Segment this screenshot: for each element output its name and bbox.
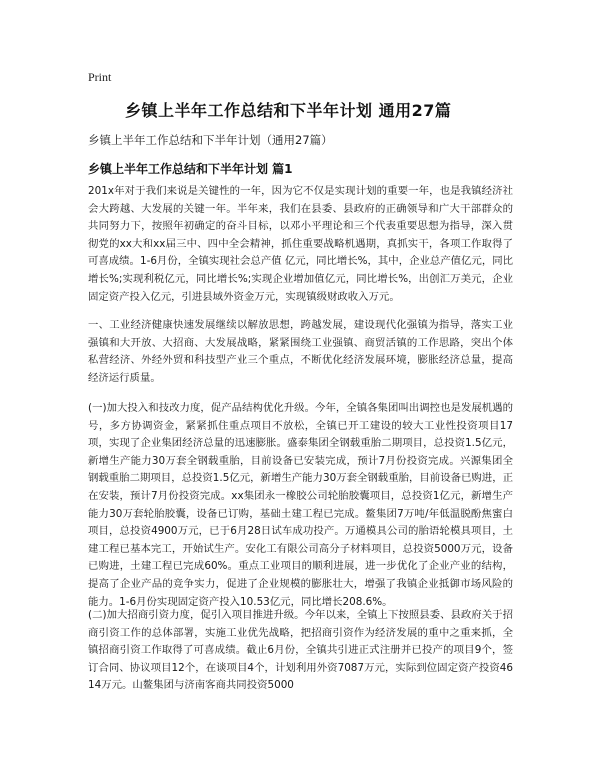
paragraph-intro: 201x年对于我们来说是关键性的一年，因为它不仅是实现计划的重要一年，也是我镇经济社会大跨越、大发展的关键一年。半年来，我们在县委、县政府的正确领导和广大干部群众的共同努力下，按照年初确定的奋斗目标，以邓小平理论和三个代表重要思想为指导，深入贯彻党的xx大和xx届三中、四中全会精神，抓住重要战略机遇期，真抓实干，各项工作取得了可喜成绩。1-6月份，全镇实现社会总产值 亿元，同比增长%，其中，企业总产值亿元，同比增长%;实现利税亿元，同比增长%;实现企业增加值亿元，同比增长%，出创汇万美元，企业固定资产投入亿元，引进县域外资金万元，实现镇级财政收入万元。: [88, 185, 513, 303]
paragraph-industry-overview: 一、工业经济健康快速发展继续以解放思想，跨越发展，建设现代化强镇为指导，落实工业强镇和大开放、大招商、大发展战略，紧紧围绕工业强镇、商贸活镇的工作思路，突出个体私营经济、外经外贸和科技型产业三个重点，不断优化经济发展环境，膨胀经济总量，提高经济运行质量。: [88, 319, 513, 384]
paragraph-attracting-investment: (二)加大招商引资力度，促引入项目推进升级。今年以来，全镇上下按照县委、县政府关于招商引资工作的总体部署，实施工业优先战略，把招商引资作为经济发展的重中之重来抓，全镇招商引资工作取得了可喜成绩。截止6月份，全镇共引进正式注册并已投产的项目9个，签订合同、协议项目12个，在谈项目4个，计划利用外资7087万元，实际到位固定资产投资4614万元。山鳌集团与济南客商共同投资5000: [88, 609, 513, 692]
paragraph-investment: (一)加大投入和技改力度，促产品结构优化升级。今年，全镇各集团叫出调控也是发展机遇的号，多方协调资金，紧紧抓住重点项目不放松，全镇已开工建设的较大工业性投资项目17项，实现了企业集团经济总量的迅速膨胀。盛泰集团全钢载重胎二期项目，总投资1.5亿元，新增生产能力30万套全钢载重胎，目前设备已安装完成，预计7月份投资完成。兴源集团全钢载重胎二期项目，总投资1.5亿元，新增生产能力30万套全钢载重胎，目前设备已购进，正在安装，预计7月份投资完成。xx集团永一橡胶公司轮胎胶囊项目，总投资1亿元，新增生产能力30万套轮胎胶囊，设备已订购，基础土建工程已完成。鳌集团7万吨/年低温脱酚焦蜜白项目，总投资4900万元，已于6月28日试车成功投产。万通模具公司的胎语轮模具项目，土建工程已基本完工，开始试生产。安化工有限公司高分子材料项目，总投资5000万元，设备已购进，土建工程已完成60%。重点工业项目的顺利进展，进一步优化了企业产业的结构，提高了企业产品的竞争实力，促进了企业规模的膨胀壮大，增强了我镇企业抵御市场风险的能力。1-6月份实现固定资产投入10.53亿元，同比增长208.6%。: [88, 402, 513, 608]
page-title: 乡镇上半年工作总结和下半年计划 通用27篇: [125, 101, 452, 120]
print-link[interactable]: Print: [88, 70, 112, 84]
document-subtitle: 乡镇上半年工作总结和下半年计划（通用27篇）: [88, 133, 333, 147]
section-heading: 乡镇上半年工作总结和下半年计划 篇1: [88, 162, 293, 176]
